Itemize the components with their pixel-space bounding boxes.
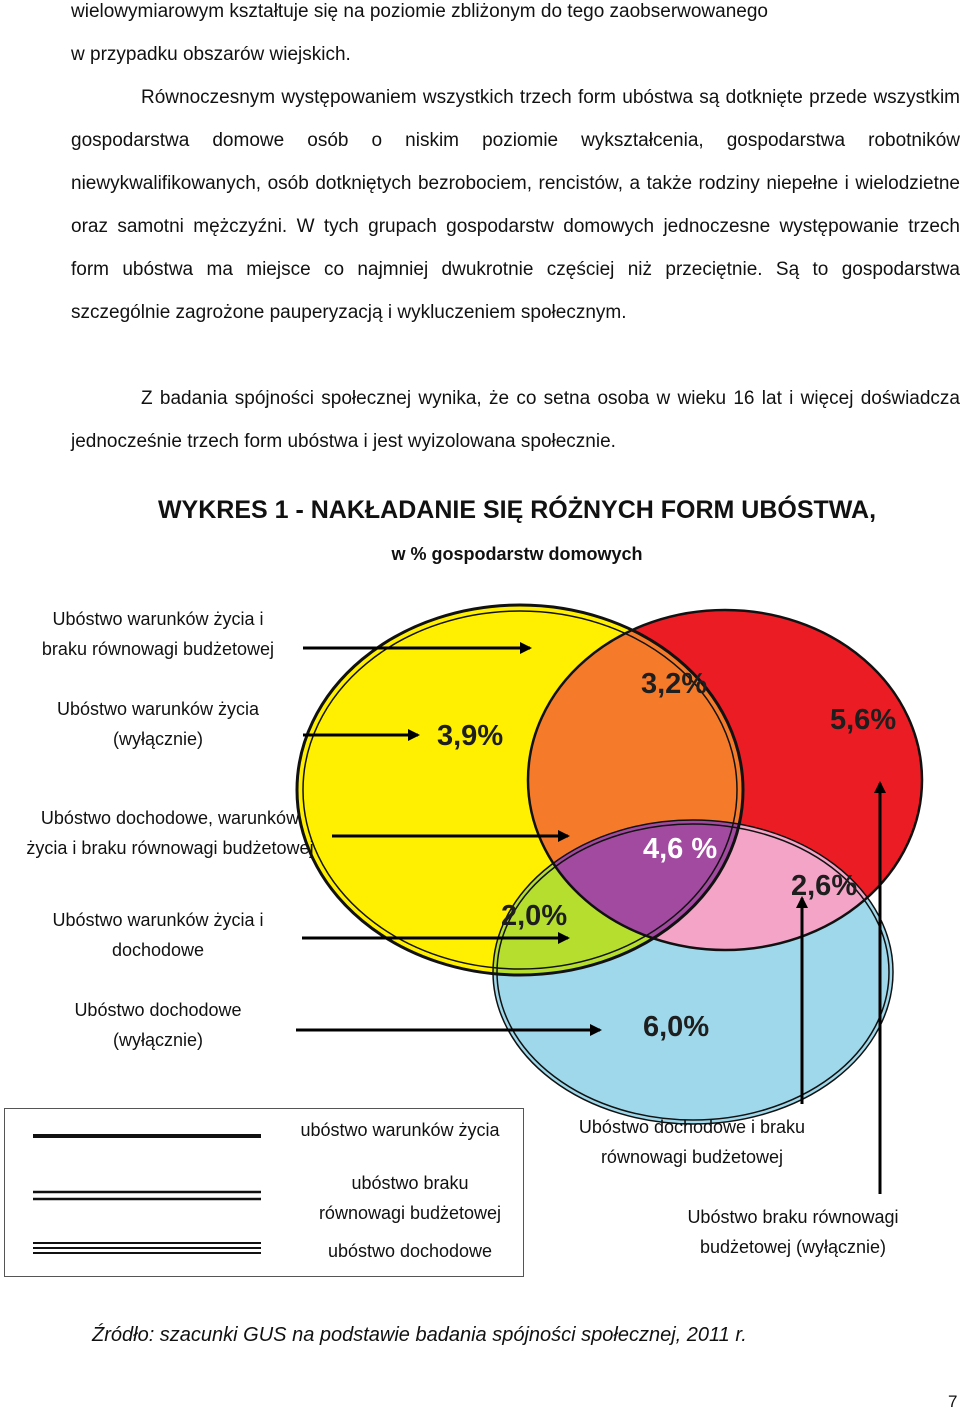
value-all-three: 4,6 % [643,833,718,865]
label-budget-only: Ubóstwo braku równowagi budżetowej (wyłącznie) [687,1207,899,1257]
label-living-budget: Ubóstwo warunków życia i braku równowagi budżetowej [41,609,275,659]
value-budget-only: 5,6% [830,704,897,736]
value-living-income: 2,0% [501,900,568,932]
label-living-income: Ubóstwo warunków życia i dochodowe [52,910,264,960]
legend-label-income: ubóstwo dochodowe [327,1241,493,1261]
value-living-budget: 3,2% [641,668,708,700]
body-line-2: w przypadku obszarów wiejskich. [71,44,351,65]
value-living-only: 3,9% [437,720,504,752]
body-paragraph-2: Równoczesnym występowaniem wszystkich trzech form ubóstwa są dotknięte przede wszystkim gospodarstwa domowe osób o niskim poziomie wykształcenia, gospodarstwa robotników niewykwalifikowanych, osób dotkniętych bezrobociem, rencistów, a także rodziny niepełne i wielodzietne oraz samotni mężczyźni. W tych grupach gospodarstw domowych jednoczesne występowanie trzech form ubóstwa ma miejsce co najmniej dwukrotnie częściej niż przeciętnie. Są to gospodarstwa szczególnie zagrożone pauperyzacją i wykluczeniem społecznym. [71,87,960,323]
label-all-three: Ubóstwo dochodowe, warunków życia i braku równowagi budżetowej [26,808,314,858]
source-note: Źródło: szacunki GUS na podstawie badania spójności społecznej, 2011 r. [92,1324,747,1346]
chart-subtitle: w % gospodarstw domowych [391,544,643,564]
value-income-only: 6,0% [643,1011,710,1043]
legend-label-living: ubóstwo warunków życia [300,1120,500,1140]
legend-label-budget: ubóstwo braku równowagi budżetowej [318,1173,502,1223]
label-income-only: Ubóstwo dochodowe (wyłącznie) [74,1000,242,1050]
label-living-only: Ubóstwo warunków życia (wyłącznie) [56,699,260,749]
body-line-1: wielowymiarowym kształtuje się na poziomie zbliżonym do tego zaobserwowanego [71,1,768,22]
page-number: 7 [948,1392,958,1411]
chart-title: WYKRES 1 - NAKŁADANIE SIĘ RÓŻNYCH FORM UBÓSTWA, [157,496,877,524]
body-paragraph-3: Z badania spójności społecznej wynika, że co setna osoba w wieku 16 lat i więcej doświadcza jednocześnie trzech form ubóstwa i jest wyizolowana społecznie. [71,388,960,452]
value-income-budget: 2,6% [791,870,858,902]
label-income-budget: Ubóstwo dochodowe i braku równowagi budżetowej [578,1117,806,1167]
